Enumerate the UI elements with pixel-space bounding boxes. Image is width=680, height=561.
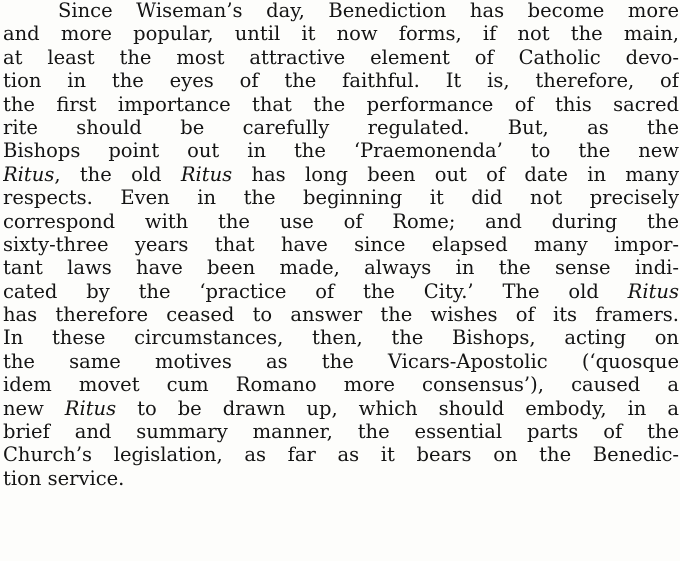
text-line: Bishops point out in the ‘Praemonenda’ to the new [3, 139, 679, 163]
text-line: sixty-three years that have since elapsed many impor- [3, 232, 679, 256]
text-run: new [3, 396, 65, 420]
text-line: and more popular, until it now forms, if not the main, [3, 22, 679, 46]
text-run: cated by the ‘practice of the City.’ The old [3, 279, 628, 303]
text-line: has therefore ceased to answer the wishes of its framers. [3, 303, 679, 327]
text-run: , the old [54, 162, 181, 186]
text-line: correspond with the use of Rome; and during the [3, 209, 679, 233]
text-line: In these circumstances, then, the Bishops, acting on [3, 326, 679, 350]
text-line: tant laws have been made, always in the sense indi- [3, 256, 679, 280]
text-line [3, 280, 679, 303]
text-line [3, 397, 679, 420]
italic-term: Ritus [3, 162, 55, 186]
text-line [3, 163, 679, 186]
text-line: respects. Even in the beginning it did not precisely [3, 186, 679, 210]
text-run: to be drawn up, which should embody, in a [116, 396, 679, 420]
italic-term: Ritus [180, 162, 233, 186]
text-line: idem movet cum Romano more consensus’), caused a [3, 373, 679, 397]
text-line: Since Wiseman’s day, Benediction has become more [58, 0, 679, 22]
text-line: tion service. [3, 466, 125, 490]
text-run: has long been out of date in many [232, 162, 679, 186]
text-line: the first importance that the performance of this sacred [3, 92, 679, 116]
text-line: the same motives as the Vicars-Apostolic (‘quosque [3, 349, 679, 373]
text-line: brief and summary manner, the essential parts of the [3, 420, 679, 444]
text-line: tion in the eyes of the faithful. It is, therefore, of [3, 69, 679, 93]
italic-term: Ritus [64, 396, 117, 420]
text-line: Church’s legislation, as far as it bears on the Benedic- [3, 443, 679, 467]
body-paragraph [3, 0, 679, 490]
text-line: at least the most attractive element of Catholic devo- [3, 45, 679, 69]
italic-term: Ritus [627, 279, 679, 303]
text-line: rite should be carefully regulated. But, as the [3, 115, 679, 139]
